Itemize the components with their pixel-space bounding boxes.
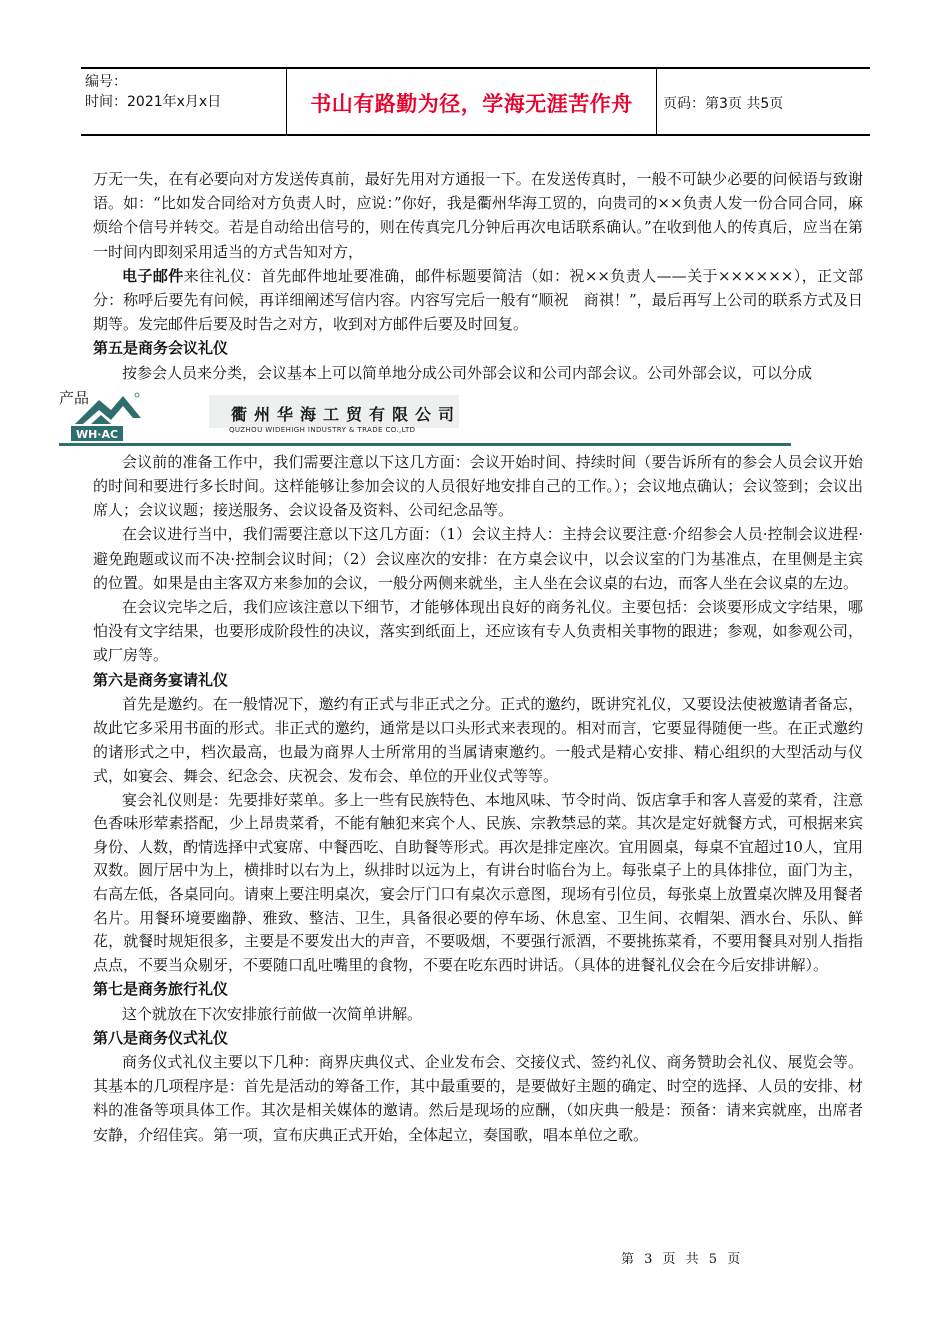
page-footer: 第 3 页 共 5 页 bbox=[621, 1252, 744, 1267]
page-header bbox=[81, 67, 870, 136]
section-heading-6: 第六是商务宴请礼仪 bbox=[93, 670, 229, 689]
section-heading-7: 第七是商务旅行礼仪 bbox=[93, 980, 229, 999]
paragraph-meeting-types: 按参会人员来分类，会议基本上可以简单地分成公司外部会议和公司内部会议。公司外部会议，可以分成 bbox=[122, 363, 813, 382]
header-meta bbox=[81, 69, 286, 134]
email-heading: 电子邮件 bbox=[122, 266, 184, 285]
paragraph-banquet: 宴会礼仪则是：先要排好菜单。多上一些有民族特色、本地风味、节令时尚、饭店拿手和客人喜爱的菜肴，注意色香味形荤素搭配，少上昂贵菜肴，不能有触犯来宾个人、民族、宗教禁忌的菜。其次是定好就餐方式，可根据来宾身份、人数，酌情选择中式宴席、中餐西吃、自助餐等形式。再次是排定座次。宜用圆桌，每桌不宜超过10人，宜用双数。圆厅居中为上，横排时以右为上，纵排时以远为上，有讲台时临台为上。每张桌子上的具体排位，面门为主，右高左低，各桌同向。请柬上要注明桌次，宴会厅门口有桌次示意图，现场有引位员，每张桌上放置桌次牌及用餐者名片。用餐环境要幽静、雅致、整洁、卫生，具备很必要的停车场、休息室、卫生间、衣帽架、酒水台、乐队、鲜花，就餐时规矩很多，主要是不要发出大的声音，不要吸烟，不要强行派酒，不要挑拣菜肴，不要用餐具对别人指指点点，不要当众剔牙，不要随口乱吐嘴里的食物，不要在吃东西时讲话。（具体的进餐礼仪会在今后安排讲解）。 bbox=[93, 790, 863, 974]
paragraph-invitation: 首先是邀约。在一般情况下，邀约有正式与非正式之分。正式的邀约，既讲究礼仪，又要设法使被邀请者备忘，故此它多采用书面的形式。非正式的邀约，通常是以口头形式来表现的。相对而言，它要显得随便一些。在正式邀约的诸形式之中，档次最高，也最为商界人士所常用的当属请柬邀约。一般式是精心安排、精心组织的大型活动与仪式，如宴会、舞会、纪念会、庆祝会、发布会、单位的开业仪式等等。 bbox=[93, 694, 863, 786]
document-body bbox=[59, 167, 863, 1147]
paragraph-tail: 产品 bbox=[59, 388, 90, 407]
company-banner bbox=[59, 385, 829, 445]
paragraph-meeting-after: 在会议完毕之后，我们应该注意以下细节，才能够体现出良好的商务礼仪。主要包括：会谈要形成文字结果，哪怕没有文字结果，也要形成阶段性的决议，落实到纸面上，还应该有专人负责相关事物的跟进；参观，如参观公司，或厂房等。 bbox=[93, 598, 863, 665]
document-number: 编号： bbox=[85, 74, 127, 90]
company-name-en: QUZHOU WIDEHIGH INDUSTRY & TRADE CO.,LTD bbox=[229, 425, 416, 434]
paragraph-fax: 万无一失，在有必要向对方发送传真前，最好先用对方通报一下。在发送传真时，一般不可缺少必要的问候语与致谢语。如：“比如发合同给对方负责人时，应说：”你好，我是衢州华海工贸的，向贵司的××负责人发一份合同合同，麻烦给个信号并转交。若是自动给出信号的，则在传真完几分钟后再次电话联系确认。”在收到他人的传真后，应当在第一时间内即刻采用适当的方式告知对方， bbox=[93, 170, 863, 261]
header-motto-cell bbox=[286, 69, 657, 134]
banner-divider bbox=[59, 443, 791, 446]
company-name-cn: 衢州华海工贸有限公司 bbox=[231, 404, 462, 424]
paragraph-meeting-during: 在会议进行当中，我们需要注意以下这几方面：（1）会议主持人：主持会议要注意·介绍参会人员·控制会议进程·避免跑题或议而不决·控制会议时间；（2）会议座次的安排：在方桌会议中，以会议室的门为基准点，在里侧是主宾的位置。如果是由主客双方来参加的会议，一般分两侧来就坐，主人坐在会议桌的右边，而客人坐在会议桌的左边。 bbox=[93, 525, 863, 592]
document-date: 时间：2021年x月x日 bbox=[85, 94, 222, 110]
header-motto: 书山有路勤为径，学海无涯苦作舟 bbox=[310, 91, 633, 116]
section-heading-8: 第八是商务仪式礼仪 bbox=[93, 1028, 229, 1047]
paragraph-ceremony: 商务仪式礼仪主要以下几种：商界庆典仪式、企业发布会、交接仪式、签约礼仪、商务赞助会礼仪、展览会等。其基本的几项程序是：首先是活动的筹备工作，其中最重要的，是要做好主题的确定、时空的选择、人员的安排、材料的准备等项具体工作。其次是相关媒体的邀请。然后是现场的应酬，（如庆典一般是：预备：请来宾就座，出席者安静，介绍佳宾。第一项，宣布庆典正式开始，全体起立，奏国歌，唱本单位之歌。 bbox=[93, 1053, 863, 1144]
section-heading-5: 第五是商务会议礼仪 bbox=[93, 339, 229, 358]
logo-text: WH·AC bbox=[75, 427, 119, 441]
paragraph-travel: 这个就放在下次安排旅行前做一次简单讲解。 bbox=[122, 1004, 423, 1023]
header-page-number: 页码：第3页 共5页 bbox=[663, 95, 784, 112]
paragraph-meeting-prep: 会议前的准备工作中，我们需要注意以下这几方面：会议开始时间、持续时间（要告诉所有的参会人员会议开始的时间和要进行多长时间。这样能够让参加会议的人员很好地安排自己的工作。）；会议地点确认；会议签到；会议出席人；会议议题；接送服务、会议设备及资料、公司纪念品等。 bbox=[93, 452, 863, 520]
email-body: 来往礼仪：首先邮件地址要准确，邮件标题要简洁（如：祝××负责人——关于××××××），正文部分：称呼后要先有问候，再详细阐述写信内容。内容写完后一般有“顺祝 商祺！”，最后再写上公司的联系方式及日期等。发完邮件后要及时告之对方，收到对方邮件后要及时回复。 bbox=[93, 266, 863, 334]
company-logo-icon bbox=[71, 388, 219, 445]
paragraph-email bbox=[93, 264, 863, 337]
